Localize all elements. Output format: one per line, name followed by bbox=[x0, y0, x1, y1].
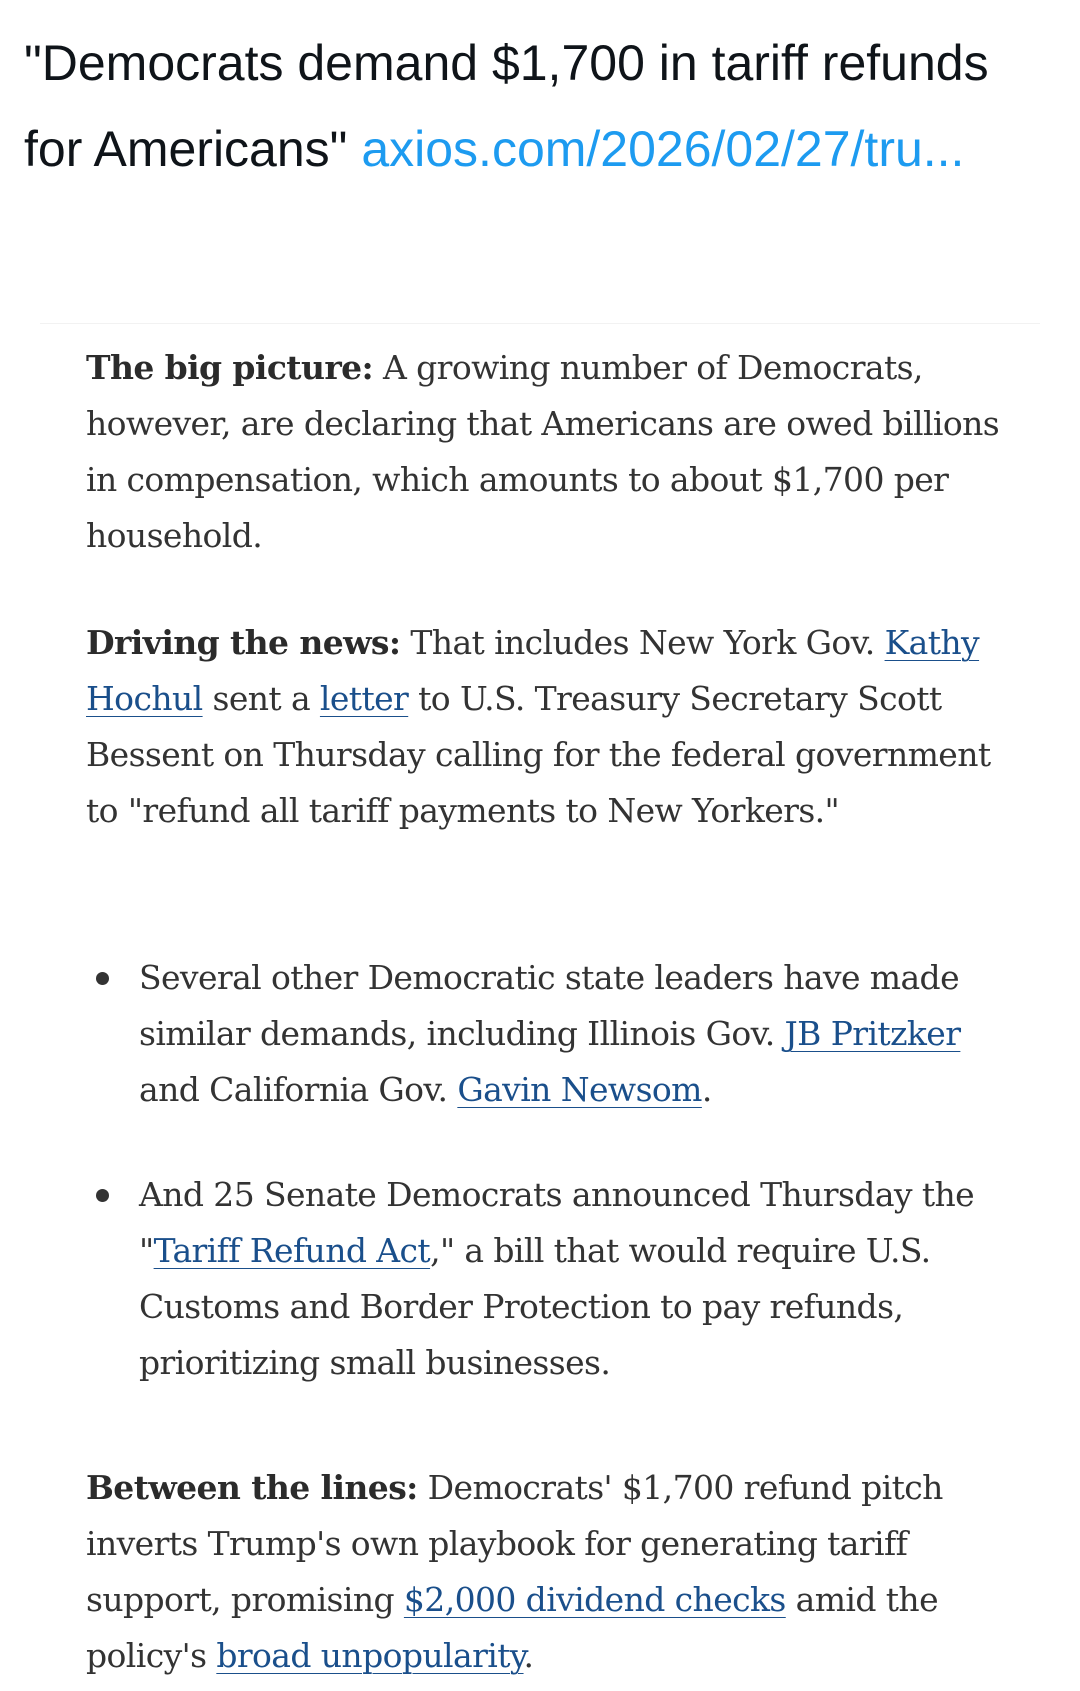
link-gavin-newsom[interactable]: Gavin Newsom bbox=[457, 1070, 702, 1109]
tweet-quote-headline: "Democrats demand $1,700 in tariff refunds for Americans" bbox=[24, 35, 989, 177]
bullet-text: and California Gov. bbox=[139, 1070, 458, 1109]
paragraph-text: sent a bbox=[202, 679, 320, 718]
list-item bbox=[86, 1167, 1026, 1391]
paragraph-big-picture bbox=[86, 340, 1026, 564]
link-jb-pritzker[interactable]: JB Pritzker bbox=[784, 1014, 961, 1053]
screenshot-top-edge bbox=[40, 323, 1040, 324]
link-kathy-hochul[interactable]: Kathy Hochul bbox=[86, 623, 980, 718]
bullet-dot-icon bbox=[96, 1189, 109, 1202]
list-item bbox=[86, 950, 1026, 1118]
link-letter[interactable]: letter bbox=[319, 679, 409, 718]
bullet-text: And 25 Senate Democrats announced Thursday the " bbox=[139, 1175, 975, 1270]
paragraph-text: . bbox=[523, 1636, 534, 1675]
link-dividend-checks[interactable]: $2,000 dividend checks bbox=[403, 1580, 786, 1619]
paragraph-lead: The big picture: bbox=[86, 348, 374, 387]
bullet-text: Several other Democratic state leaders have made similar demands, including Illinois Gov. bbox=[139, 958, 960, 1053]
paragraph-driving-the-news bbox=[86, 615, 1026, 839]
tweet-article-link[interactable]: axios.com/2026/02/27/tru... bbox=[361, 121, 965, 177]
paragraph-text: Democrats' $1,700 refund pitch inverts Trump's own playbook for generating tariff support, promising bbox=[86, 1468, 943, 1619]
paragraph-between-the-lines bbox=[86, 1460, 1026, 1684]
link-broad-unpopularity[interactable]: broad unpopularity bbox=[216, 1636, 524, 1675]
tweet-text bbox=[24, 20, 1044, 192]
bullet-dot-icon bbox=[96, 972, 109, 985]
bullet-list bbox=[86, 950, 1026, 1391]
bullet-text: ," a bill that would require U.S. Customs and Border Protection to pay refunds, prioritizing small businesses. bbox=[139, 1231, 931, 1382]
paragraph-text: That includes New York Gov. bbox=[400, 623, 885, 662]
paragraph-text: to U.S. Treasury Secretary Scott Bessent on Thursday calling for the federal government to "refund all tariff payments to New Yorkers." bbox=[86, 679, 991, 830]
paragraph-text: amid the policy's bbox=[86, 1580, 939, 1675]
bullet-text: . bbox=[701, 1070, 712, 1109]
link-tariff-refund-act[interactable]: Tariff Refund Act bbox=[153, 1231, 431, 1270]
paragraph-lead: Between the lines: bbox=[86, 1468, 418, 1507]
paragraph-lead: Driving the news: bbox=[86, 623, 401, 662]
paragraph-text: A growing number of Democrats, however, are declaring that Americans are owed billions in compensation, which amounts to about $1,700 per household. bbox=[86, 348, 1000, 555]
